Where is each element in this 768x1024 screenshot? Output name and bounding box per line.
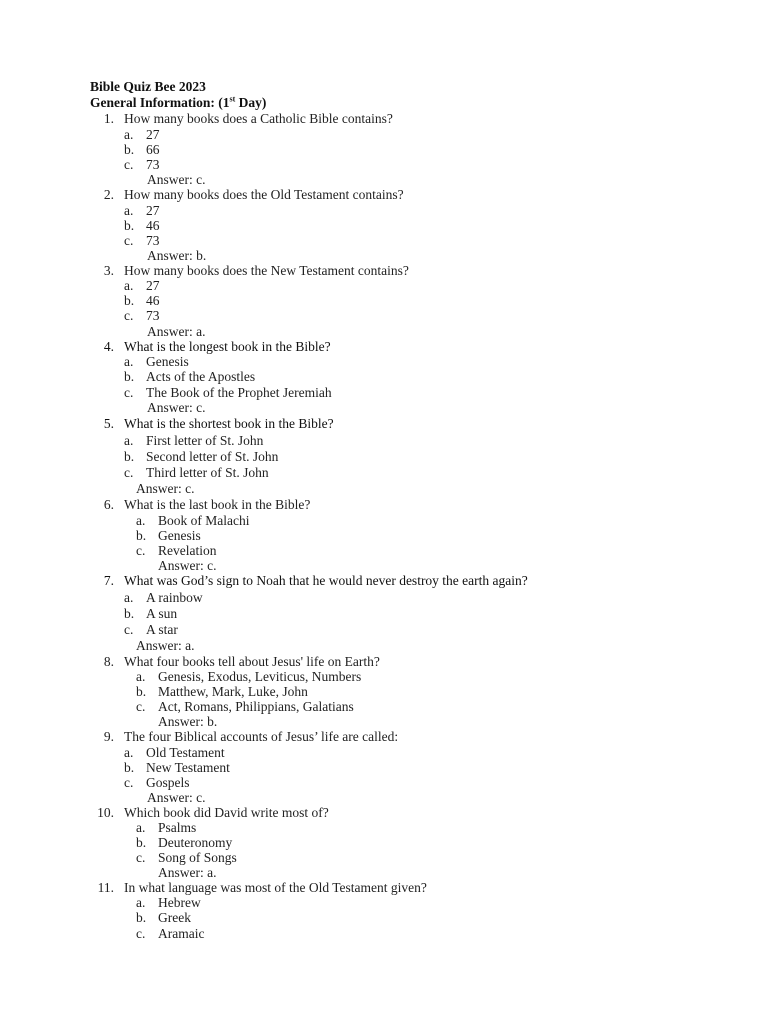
option-text: Second letter of St. John [146,449,279,464]
option-letter: a. [136,513,146,528]
question [90,111,393,126]
option-text: Hebrew [158,895,201,910]
option-letter: b. [136,835,147,850]
option-letter: a. [124,354,134,369]
option-letter: b. [124,293,135,308]
option-text: 46 [146,293,160,308]
option-text: Song of Songs [158,850,237,865]
option-letter: c. [136,699,146,714]
question-number: 3. [103,263,114,278]
option [136,684,308,699]
option-text: Revelation [158,543,217,558]
option-letter: a. [124,203,134,218]
answer: Answer: c. [136,481,195,496]
option [124,369,255,384]
question-text: What was God’s sign to Noah that he would never destroy the earth again? [124,573,528,588]
question-text: In what language was most of the Old Testament given? [124,880,427,895]
question-number: 1. [103,111,114,126]
option [136,543,216,558]
answer: Answer: c. [147,400,206,415]
question-number: 10. [97,805,114,820]
option [136,850,237,865]
document-subtitle [90,95,266,111]
option-letter: c. [124,465,134,480]
option [124,157,160,172]
option-letter: b. [124,606,135,621]
option-text: 46 [146,218,160,233]
option [124,449,278,464]
question-text: What is the longest book in the Bible? [124,339,331,354]
option-text: 27 [146,127,160,142]
question-text: Which book did David write most of? [124,805,329,820]
option-letter: c. [124,157,134,172]
option-text: Third letter of St. John [146,465,269,480]
subtitle-superscript: st [229,94,236,104]
option-text: Old Testament [146,745,225,760]
option [136,895,201,910]
option [124,308,160,323]
option-text: First letter of St. John [146,433,264,448]
question [90,263,409,278]
option [124,293,160,308]
question-number: 6. [103,497,114,512]
option-letter: b. [124,218,135,233]
question-number: 2. [103,187,114,202]
document-header [90,79,266,111]
question-number: 9. [103,729,114,744]
option-letter: a. [136,895,146,910]
option-letter: c. [136,850,146,865]
option-letter: c. [124,385,134,400]
option [124,218,160,233]
question-text: What is the last book in the Bible? [124,497,311,512]
option-letter: c. [136,543,146,558]
question-text: How many books does a Catholic Bible contains? [124,111,393,126]
option-text: A star [146,622,178,637]
question-number: 7. [103,573,114,588]
question-text: How many books does the New Testament contains? [124,263,409,278]
question [90,654,380,669]
question [90,187,404,202]
question [90,497,310,512]
option [124,760,230,775]
option-text: Act, Romans, Philippians, Galatians [158,699,354,714]
option-text: Greek [158,910,191,925]
answer: Answer: a. [136,638,195,653]
question-text: What is the shortest book in the Bible? [124,416,334,431]
question [90,416,334,431]
option [124,465,269,480]
option-letter: a. [136,669,146,684]
option-text: Deuteronomy [158,835,233,850]
option-text: 66 [146,142,160,157]
option [136,910,191,925]
option-letter: b. [124,449,135,464]
option-letter: c. [124,775,134,790]
option-text: 73 [146,233,160,248]
answer: Answer: c. [147,172,206,187]
option-letter: a. [136,820,146,835]
option-letter: b. [136,910,147,925]
option-text: 27 [146,203,160,218]
question [90,339,331,354]
option [124,233,160,248]
question-text: The four Biblical accounts of Jesus’ life are called: [124,729,399,744]
answer: Answer: a. [158,865,217,880]
option [124,622,178,637]
subtitle-prefix: General Information: (1 [90,95,230,110]
option [124,590,203,605]
answer: Answer: a. [147,324,206,339]
option [124,606,177,621]
option [136,926,204,941]
option [136,513,249,528]
option [136,669,361,684]
option-text: Aramaic [158,926,205,941]
option-text: New Testament [146,760,230,775]
question-text: How many books does the Old Testament contains? [124,187,404,202]
option [124,433,263,448]
option-text: Genesis [146,354,189,369]
option [136,528,201,543]
subtitle-suffix: Day) [235,95,267,110]
question [90,880,427,895]
question [90,573,528,588]
option-text: Genesis, Exodus, Leviticus, Numbers [158,669,362,684]
option-text: Psalms [158,820,197,835]
document-title: Bible Quiz Bee 2023 [90,79,206,94]
question-number: 5. [103,416,114,431]
question-number: 11. [97,880,114,895]
option-letter: b. [136,684,147,699]
option [124,775,190,790]
option [124,745,225,760]
option-text: Acts of the Apostles [146,369,256,384]
option-letter: b. [136,528,147,543]
option-text: The Book of the Prophet Jeremiah [146,385,332,400]
option-letter: c. [124,308,134,323]
question-text: What four books tell about Jesus' life on Earth? [124,654,380,669]
answer: Answer: c. [158,558,217,573]
option-text: Matthew, Mark, Luke, John [158,684,308,699]
option-text: 73 [146,157,160,172]
option-text: Genesis [158,528,201,543]
option [124,203,160,218]
option-letter: a. [124,433,134,448]
answer: Answer: c. [147,790,206,805]
option-letter: a. [124,590,134,605]
option-text: A sun [146,606,178,621]
option-text: 27 [146,278,160,293]
option-text: A rainbow [146,590,203,605]
answer: Answer: b. [147,248,207,263]
option-letter: c. [124,622,134,637]
question-number: 8. [103,654,114,669]
option-text: Gospels [146,775,190,790]
option-letter: c. [124,233,134,248]
option [124,142,160,157]
option-letter: b. [124,142,135,157]
option-letter: b. [124,369,135,384]
option-letter: a. [124,745,134,760]
question [90,729,398,744]
option-letter: a. [124,278,134,293]
option-letter: a. [124,127,134,142]
option [136,835,232,850]
option-letter: b. [124,760,135,775]
answer: Answer: b. [158,714,218,729]
option [124,127,160,142]
option [124,354,189,369]
option [136,699,354,714]
option-text: 73 [146,308,160,323]
option [124,385,332,400]
option-text: Book of Malachi [158,513,250,528]
question-number: 4. [103,339,114,354]
question [90,805,329,820]
option [136,820,196,835]
option-letter: c. [136,926,146,941]
option [124,278,160,293]
